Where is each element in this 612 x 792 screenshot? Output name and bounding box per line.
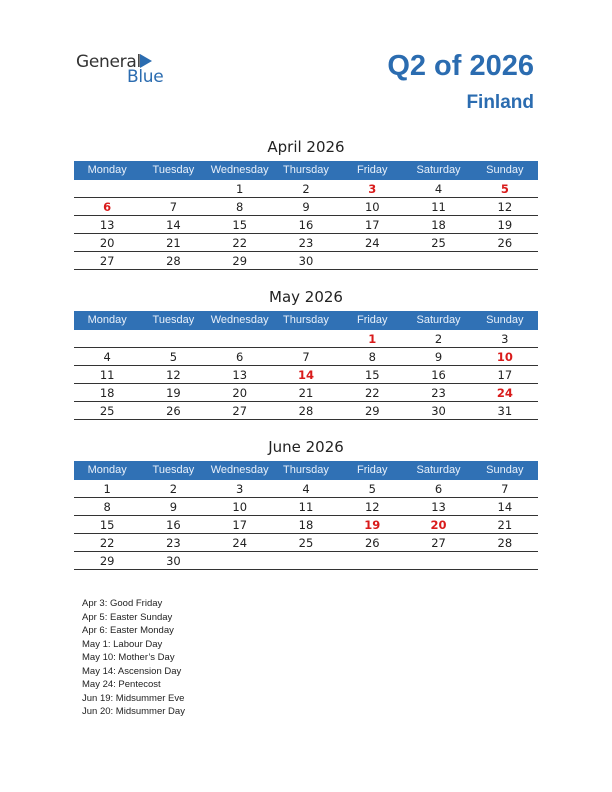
day-cell: 16 xyxy=(298,218,314,232)
week-row xyxy=(74,384,538,402)
week-row xyxy=(74,330,538,348)
day-cell: 23 xyxy=(298,236,314,250)
flag-icon xyxy=(140,54,152,68)
holiday-day-cell: 10 xyxy=(496,350,513,364)
day-cell: 12 xyxy=(497,200,513,214)
holiday-item: May 10: Mother’s Day xyxy=(82,652,175,663)
week-row xyxy=(74,366,538,384)
day-cell: 19 xyxy=(497,218,513,232)
weekday-label: Monday xyxy=(87,464,127,476)
day-cell: 6 xyxy=(236,350,244,364)
day-cell: 8 xyxy=(236,200,244,214)
day-cell: 28 xyxy=(298,404,314,418)
day-cell: 4 xyxy=(434,182,443,196)
day-cell: 21 xyxy=(166,236,181,250)
holiday-day-cell: 3 xyxy=(368,182,377,196)
day-cell: 7 xyxy=(169,200,178,214)
day-cell: 7 xyxy=(302,350,310,364)
day-cell: 20 xyxy=(232,386,248,400)
day-cell: 24 xyxy=(232,536,248,550)
day-cell: 22 xyxy=(99,536,115,550)
day-cell: 13 xyxy=(232,368,248,382)
weekday-label: Tuesday xyxy=(152,464,195,476)
weekday-header xyxy=(74,461,538,480)
day-cell: 30 xyxy=(166,554,181,568)
weekday-header xyxy=(74,161,538,180)
weekday-label: Thursday xyxy=(283,314,329,326)
country-name: Finland xyxy=(466,92,534,113)
holiday-day-cell: 19 xyxy=(364,518,381,532)
week-row xyxy=(74,498,538,516)
day-cell: 11 xyxy=(99,368,115,382)
day-cell: 24 xyxy=(364,236,380,250)
day-cell xyxy=(472,252,538,269)
week-row xyxy=(74,180,538,198)
week-row xyxy=(74,534,538,552)
page-title: Q2 of 2026 xyxy=(387,50,534,82)
day-cell: 9 xyxy=(434,350,443,364)
day-cell: 14 xyxy=(166,218,181,232)
day-cell: 9 xyxy=(302,200,310,214)
day-cell xyxy=(405,252,471,269)
weekday-label: Sunday xyxy=(486,464,524,476)
day-cell xyxy=(140,330,206,347)
day-cell: 9 xyxy=(169,500,178,514)
day-cell: 11 xyxy=(431,200,446,214)
day-cell: 25 xyxy=(99,404,115,418)
holiday-item: May 1: Labour Day xyxy=(82,638,163,650)
weekday-header xyxy=(74,311,538,330)
day-cell: 18 xyxy=(99,386,115,400)
day-cell: 8 xyxy=(368,350,376,364)
week-row xyxy=(74,480,538,498)
day-cell: 15 xyxy=(364,368,380,382)
day-cell: 18 xyxy=(431,218,446,232)
day-cell: 20 xyxy=(99,236,115,250)
day-cell: 14 xyxy=(497,500,513,514)
weekday-label: Monday xyxy=(87,164,127,176)
day-cell: 25 xyxy=(431,236,446,250)
month-calendar xyxy=(74,137,538,270)
holiday-item: May 24: Pentecost xyxy=(82,679,161,690)
day-cell: 12 xyxy=(364,500,380,514)
week-row xyxy=(74,252,538,270)
weekday-label: Tuesday xyxy=(152,314,195,326)
weekday-label: Thursday xyxy=(283,464,329,476)
day-cell: 13 xyxy=(431,500,446,514)
holiday-item: Apr 3: Good Friday xyxy=(82,598,163,609)
day-cell: 15 xyxy=(232,218,248,232)
holiday-item: Jun 20: Midsummer Day xyxy=(82,706,185,717)
day-cell xyxy=(74,180,140,197)
week-row xyxy=(74,516,538,534)
day-cell: 17 xyxy=(364,218,380,232)
day-cell: 23 xyxy=(166,536,181,550)
month-title: May 2026 xyxy=(269,288,343,306)
day-cell: 4 xyxy=(103,350,111,364)
day-cell xyxy=(273,330,339,347)
day-cell: 10 xyxy=(232,500,248,514)
day-cell: 29 xyxy=(364,404,380,418)
day-cell: 31 xyxy=(497,404,513,418)
weekday-label: Tuesday xyxy=(152,164,195,176)
holiday-day-cell: 6 xyxy=(103,200,112,214)
day-cell xyxy=(339,252,405,269)
day-cell: 28 xyxy=(497,536,513,550)
weekday-label: Saturday xyxy=(416,164,461,176)
week-row xyxy=(74,552,538,570)
weekday-label: Sunday xyxy=(486,164,524,176)
week-row xyxy=(74,198,538,216)
day-cell: 11 xyxy=(298,500,314,514)
day-cell: 4 xyxy=(302,482,310,496)
day-cell: 23 xyxy=(431,386,446,400)
day-cell: 28 xyxy=(166,254,181,268)
day-cell: 21 xyxy=(497,518,513,532)
day-cell: 12 xyxy=(166,368,181,382)
logo xyxy=(76,52,176,92)
holiday-item: Apr 6: Easter Monday xyxy=(82,625,174,636)
day-cell: 5 xyxy=(368,482,376,496)
week-row xyxy=(74,234,538,252)
month-calendar xyxy=(74,437,538,570)
day-cell: 5 xyxy=(169,350,178,364)
weekday-label: Wednesday xyxy=(210,314,269,326)
weekday-label: Monday xyxy=(87,314,127,326)
day-cell xyxy=(140,180,206,197)
day-cell: 27 xyxy=(431,536,446,550)
month-title: April 2026 xyxy=(267,138,345,156)
weekday-label: Friday xyxy=(356,314,388,326)
day-cell: 30 xyxy=(431,404,446,418)
holiday-list xyxy=(82,597,185,719)
logo-text-general: General xyxy=(76,52,141,72)
day-cell xyxy=(405,552,471,569)
weekday-label: Wednesday xyxy=(210,164,269,176)
day-cell: 16 xyxy=(431,368,446,382)
holiday-day-cell: 5 xyxy=(500,182,509,196)
weekday-label: Thursday xyxy=(283,164,329,176)
day-cell xyxy=(339,552,405,569)
day-cell: 13 xyxy=(99,218,115,232)
day-cell: 15 xyxy=(99,518,115,532)
day-cell: 22 xyxy=(364,386,380,400)
logo-text-blue: Blue xyxy=(127,67,164,87)
day-cell: 29 xyxy=(99,554,115,568)
day-cell: 17 xyxy=(232,518,248,532)
weekday-label: Wednesday xyxy=(210,464,269,476)
holiday-item: May 14: Ascension Day xyxy=(82,665,182,677)
month-calendar xyxy=(74,287,538,420)
holiday-day-cell: 20 xyxy=(430,518,447,532)
week-row xyxy=(74,348,538,366)
day-cell: 8 xyxy=(103,500,111,514)
day-cell xyxy=(472,552,538,569)
day-cell: 27 xyxy=(232,404,248,418)
day-cell: 7 xyxy=(501,482,509,496)
day-cell xyxy=(74,330,140,347)
day-cell: 27 xyxy=(99,254,115,268)
day-cell: 3 xyxy=(501,332,509,346)
day-cell: 25 xyxy=(298,536,314,550)
day-cell xyxy=(207,552,273,569)
day-cell: 17 xyxy=(497,368,513,382)
weekday-label: Sunday xyxy=(486,314,524,326)
day-cell: 6 xyxy=(434,482,443,496)
day-cell: 30 xyxy=(298,254,314,268)
day-cell: 22 xyxy=(232,236,248,250)
holiday-day-cell: 24 xyxy=(496,386,513,400)
day-cell: 26 xyxy=(364,536,380,550)
week-row xyxy=(74,216,538,234)
day-cell: 1 xyxy=(103,482,111,496)
holiday-day-cell: 14 xyxy=(297,368,314,382)
day-cell xyxy=(273,552,339,569)
month-title: June 2026 xyxy=(268,438,344,456)
weekday-label: Saturday xyxy=(416,314,461,326)
day-cell: 3 xyxy=(236,482,244,496)
weekday-label: Friday xyxy=(356,464,388,476)
weekday-label: Friday xyxy=(356,164,388,176)
day-cell: 26 xyxy=(166,404,181,418)
day-cell: 2 xyxy=(302,182,310,196)
day-cell: 18 xyxy=(298,518,314,532)
weekday-label: Saturday xyxy=(416,464,461,476)
holiday-day-cell: 1 xyxy=(368,332,377,346)
day-cell: 1 xyxy=(236,182,244,196)
day-cell: 29 xyxy=(232,254,248,268)
day-cell: 16 xyxy=(166,518,181,532)
day-cell: 2 xyxy=(169,482,178,496)
holiday-item: Apr 5: Easter Sunday xyxy=(82,611,173,623)
week-row xyxy=(74,402,538,420)
day-cell: 26 xyxy=(497,236,513,250)
day-cell xyxy=(207,330,273,347)
day-cell: 2 xyxy=(434,332,443,346)
day-cell: 21 xyxy=(298,386,314,400)
holiday-item: Jun 19: Midsummer Eve xyxy=(82,692,185,704)
day-cell: 10 xyxy=(364,200,380,214)
day-cell: 19 xyxy=(166,386,181,400)
